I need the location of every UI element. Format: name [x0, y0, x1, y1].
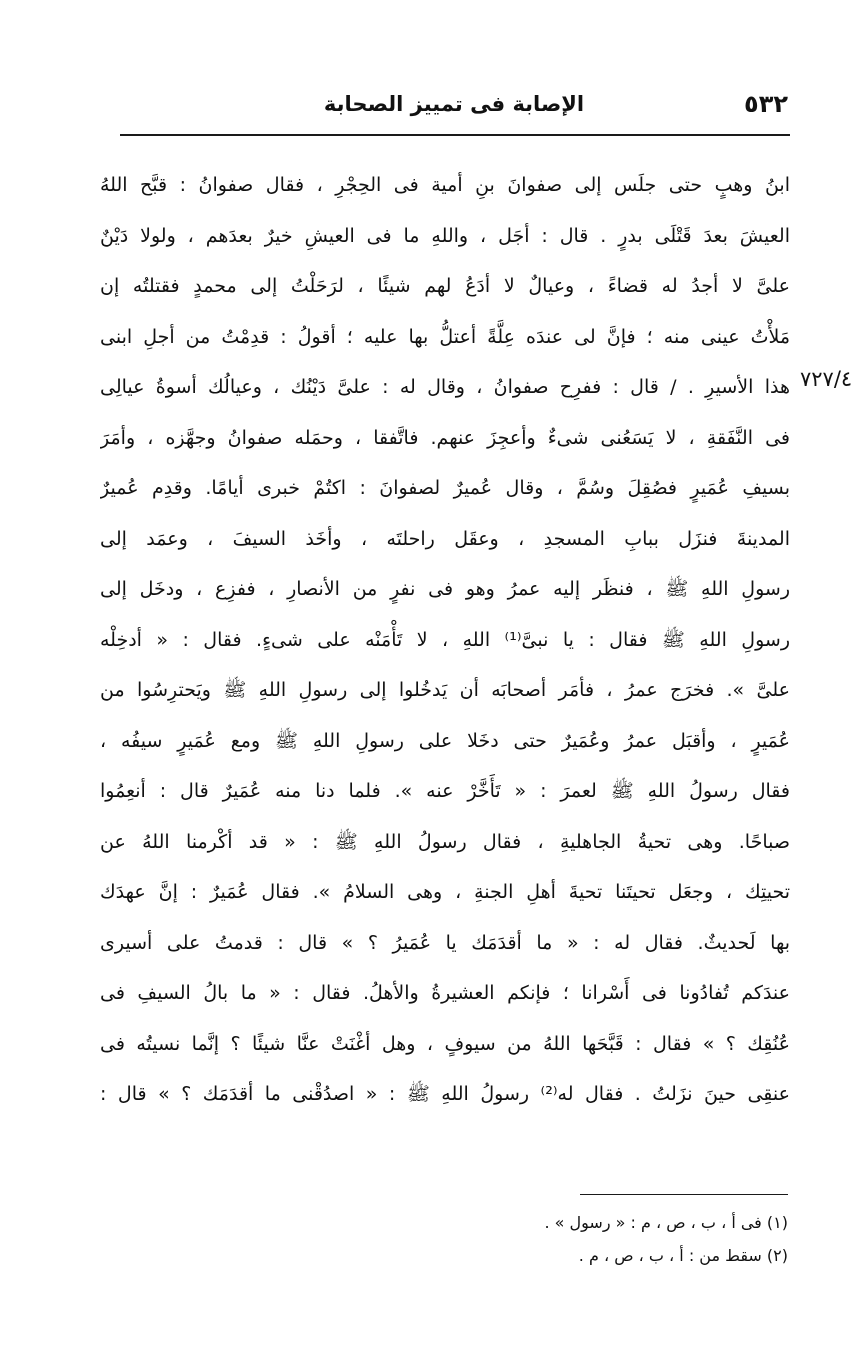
text-line: ابنُ وهبٍ حتى جلَس إلى صفوانَ بنِ أمية فى الحِجْرِ ، فقال صفوانُ : قبَّح اللهُ: [100, 174, 790, 196]
text-line: علىَّ لا أجدُ له قضاءً ، وعيالٌ لا أدَعُ لهم شيئًا ، لرَحَلْتُ إلى محمدٍ فقتلتُه إن: [100, 275, 790, 297]
page-number: ٥٣٢: [744, 90, 788, 118]
page-header: [118, 88, 790, 126]
footnote-rule: [580, 1194, 788, 1195]
text-line: رسولِ اللهِ ﷺ ، فنظَر إليه عمرُ وهو فى نفرٍ من الأنصارِ ، ففزِع ، ودخَل إلى: [100, 578, 790, 600]
text-line: فى النَّفَقةِ ، لا يَسَعُنى شىءٌ وأعجِزَ عنهم. فاتَّفقا ، وحمَله صفوانُ وجهَّزه ، وأمَرَ: [100, 426, 790, 449]
text-line: علىَّ ». فخرَج عمرُ ، فأمَر أصحابَه أن يَدخُلوا إلى رسولِ اللهِ ﷺ ويَحترِسُوا من: [100, 679, 790, 701]
footnotes: [300, 1206, 788, 1272]
running-title: الإصابة فى تمييز الصحابة: [323, 92, 585, 116]
text-line: بها لَحديثٌ. فقال له : « ما أقدَمَك يا عُمَيرُ ؟ » قال : قدمتُ على أسيرى: [100, 931, 790, 954]
text-line: بسيفِ عُمَيرٍ فصُقِلَ وسُمَّ ، وقال عُميرٌ لصفوانَ : اكتُمْ خبرى أيامًا. وقدِم عُميرٌ: [100, 477, 790, 499]
text-line: عنقِى حينَ نزَلتُ . فقال له⁽²⁾ رسولُ اللهِ ﷺ : « اصدُقْنى ما أقدَمَك ؟ » قال :: [100, 1083, 790, 1105]
text-line: صباحًا. وهى تحيةُ الجاهليةِ ، فقال رسولُ اللهِ ﷺ : « قد أكْرمنا اللهُ عن: [100, 830, 790, 853]
text-line: عُنُقِك ؟ » فقال : قَبَّحَها اللهُ من سيوفٍ ، وهل أغْنَتْ عنَّا شيئًا ؟ إنَّما نسيتُه فى: [100, 1032, 790, 1055]
header-rule: [120, 134, 790, 136]
text-line: عندَكم تُفادُونا فى أَسْرانا ؛ فإنكم العشيرةُ والأهلُ. فقال : « ما بالُ السيفِ فى: [100, 982, 790, 1004]
text-line: فقال رسولُ اللهِ ﷺ لعمرَ : « تَأَخَّرْ عنه ». فلما دنا منه عُمَيرٌ قال : أنعِمُوا: [100, 780, 790, 802]
footnote: (٢) سقط من : أ ، ب ، ص ، م .: [578, 1246, 788, 1265]
text-line: عُمَيرٍ ، وأقبَل عمرُ وعُمَيرٌ حتى دخَلا على رسولِ اللهِ ﷺ ومع عُمَيرٍ سيفُه ،: [100, 729, 790, 752]
footnote: (١) فى أ ، ب ، ص ، م : « رسول » .: [544, 1213, 788, 1232]
text-line: المدينةَ فنزَل ببابِ المسجدِ ، وعقَل راحلتَه ، وأخَذ السيفَ ، وعمَد إلى: [100, 527, 790, 550]
text-line: مَلأْتُ عينى منه ؛ فإنَّ لى عندَه عِلَّةً أعتلُّ بها عليه ؛ أقولُ : قدِمْتُ من أجلِ ابنى: [100, 325, 790, 348]
main-text: [100, 160, 790, 1120]
text-line: هذا الأسيرِ . / قال : ففرِح صفوانُ ، وقال له : علىَّ دَيْنُك ، وعيالُك أسوةُ عيالِى: [100, 376, 790, 398]
text-line: العيشَ بعدَ قَتْلَى بدرٍ . قال : أجَل ، واللهِ ما فى العيشِ خيرٌ بعدَهم ، ولولا دَيْنٌ: [100, 224, 790, 247]
text-line: رسولِ اللهِ ﷺ فقال : يا نبىَّ⁽¹⁾ اللهِ ، لا تَأْمَنْه على شىءٍ. فقال : « أدخِلْه: [100, 628, 790, 651]
text-line: تحيتِك ، وجعَل تحيتَنا تحيةَ أهلِ الجنةِ ، وهى السلامُ ». فقال عُمَيرٌ : إنَّ عهدَك: [100, 881, 790, 903]
margin-reference: ٧٢٧/٤: [800, 367, 853, 391]
